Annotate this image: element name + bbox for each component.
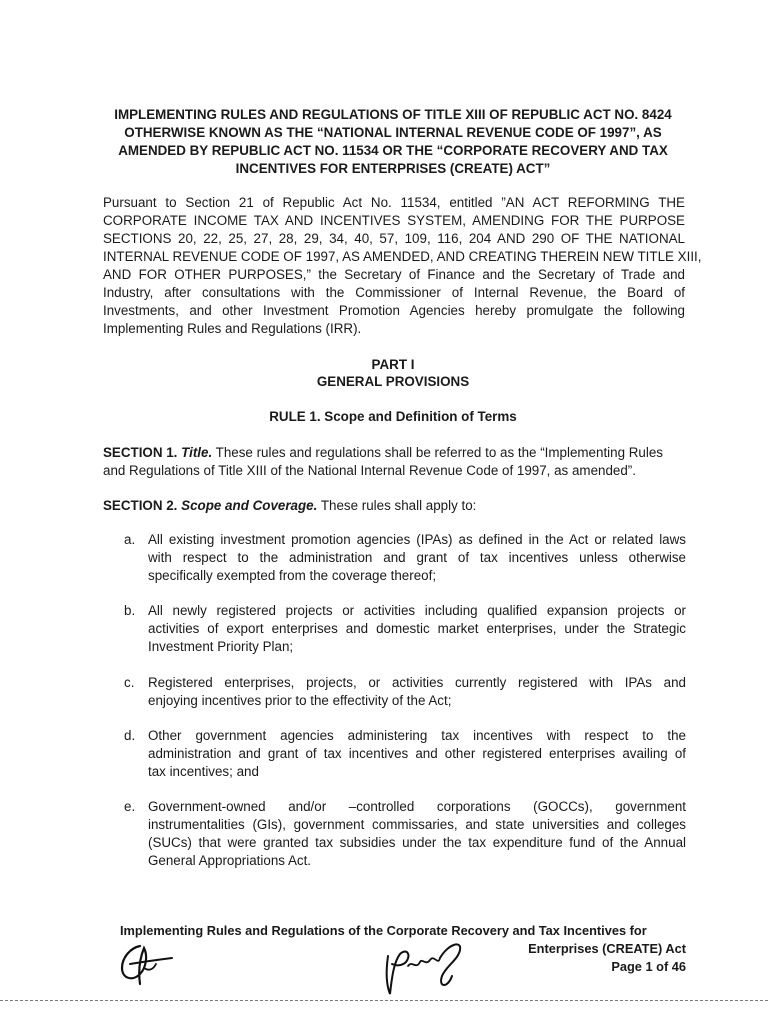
rule-heading: RULE 1. Scope and Definition of Terms bbox=[269, 409, 517, 424]
intro-line: Industry, after consultations with the Commissioner of Internal Revenue, the Board of bbox=[103, 285, 685, 300]
list-item-line: Registered enterprises, projects, or activities currently registered with IPAs and bbox=[148, 675, 686, 690]
footer-title-cont: Enterprises (CREATE) Act bbox=[528, 941, 686, 956]
intro-line: AND FOR OTHER PURPOSES,” the Secretary of Finance and the Secretary of Trade and bbox=[103, 267, 685, 282]
list-item-line: administration and grant of tax incentives and other registered enterprises availing of bbox=[148, 746, 686, 761]
signature-center bbox=[378, 936, 474, 998]
footer-title: Implementing Rules and Regulations of the Corporate Recovery and Tax Incentives for bbox=[120, 923, 647, 938]
section-2-label: SECTION 2. bbox=[103, 498, 178, 513]
list-item-line: specifically exempted from the coverage thereof; bbox=[148, 568, 437, 583]
section-1-text: These rules and regulations shall be referred to as the “Implementing Rules bbox=[212, 445, 663, 460]
part-label: PART I bbox=[371, 357, 415, 372]
page-bottom-rule bbox=[0, 1000, 768, 1002]
section-1-subtitle: Title. bbox=[181, 445, 213, 460]
list-item-letter: e. bbox=[124, 799, 136, 814]
title-line: AMENDED BY REPUBLIC ACT NO. 11534 OR THE “CORPORATE RECOVERY AND TAX bbox=[118, 143, 668, 158]
page-number: Page 1 of 46 bbox=[611, 959, 686, 974]
intro-line: Investments, and other Investment Promotion Agencies hereby promulgate the following bbox=[103, 303, 685, 318]
title-line: OTHERWISE KNOWN AS THE “NATIONAL INTERNAL REVENUE CODE OF 1997”, AS bbox=[124, 125, 662, 140]
list-item-letter: a. bbox=[124, 532, 136, 547]
list-item-line: tax incentives; and bbox=[148, 764, 259, 779]
section-1-label: SECTION 1. bbox=[103, 445, 178, 460]
list-item-line: Government-owned and/or –controlled corporations (GOCCs), government bbox=[148, 799, 686, 814]
intro-line: CORPORATE INCOME TAX AND INCENTIVES SYSTEM, AMENDING FOR THE PURPOSE bbox=[103, 213, 685, 228]
section-1 bbox=[103, 444, 693, 480]
list-item-letter: c. bbox=[124, 675, 135, 690]
list-item-line: with respect to the administration and grant of tax incentives unless otherwise bbox=[148, 550, 686, 565]
document-title bbox=[100, 106, 686, 178]
list-item-line: (SUCs) that were granted tax subsidies under the tax expenditure fund of the Annual bbox=[148, 835, 686, 850]
intro-line: INTERNAL REVENUE CODE OF 1997, AS AMENDED, AND CREATING THEREIN NEW TITLE XIII, bbox=[103, 249, 702, 264]
list-item-line: All newly registered projects or activities including qualified expansion projects or bbox=[148, 603, 686, 618]
intro-line: SECTIONS 20, 22, 25, 27, 28, 29, 34, 40, 57, 109, 116, 204 AND 290 OF THE NATIONAL bbox=[103, 231, 685, 246]
list-item-letter: b. bbox=[124, 603, 136, 618]
list-item-line: Other government agencies administering tax incentives with respect to the bbox=[148, 728, 686, 743]
list-item-line: activities of export enterprises and domestic market enterprises, under the Strategic bbox=[148, 621, 686, 636]
section-1-text: and Regulations of Title XIII of the National Internal Revenue Code of 1997, as amended”. bbox=[103, 463, 636, 478]
list-item-line: General Appropriations Act. bbox=[148, 853, 312, 868]
part-heading: GENERAL PROVISIONS bbox=[316, 374, 470, 389]
list-item-letter: d. bbox=[124, 728, 136, 743]
list-item-line: instrumentalities (GIs), government commissaries, and state universities and colleges bbox=[148, 817, 686, 832]
signature-initials-left bbox=[110, 938, 180, 990]
intro-paragraph bbox=[103, 194, 702, 338]
section-2-text: These rules shall apply to: bbox=[317, 498, 477, 513]
list-item-line: All existing investment promotion agencies (IPAs) as defined in the Act or related laws bbox=[148, 532, 686, 547]
list-item-line: enjoying incentives prior to the effectivity of the Act; bbox=[148, 693, 452, 708]
section-2-subtitle: Scope and Coverage. bbox=[181, 498, 318, 513]
title-line: INCENTIVES FOR ENTERPRISES (CREATE) ACT” bbox=[235, 161, 551, 176]
list-item-line: Investment Priority Plan; bbox=[148, 639, 294, 654]
intro-line: Implementing Rules and Regulations (IRR). bbox=[103, 321, 362, 336]
title-line: IMPLEMENTING RULES AND REGULATIONS OF TITLE XIII OF REPUBLIC ACT NO. 8424 bbox=[114, 107, 672, 122]
section-2 bbox=[103, 497, 693, 515]
intro-line: Pursuant to Section 21 of Republic Act No. 11534, entitled ”AN ACT REFORMING THE bbox=[103, 195, 685, 210]
